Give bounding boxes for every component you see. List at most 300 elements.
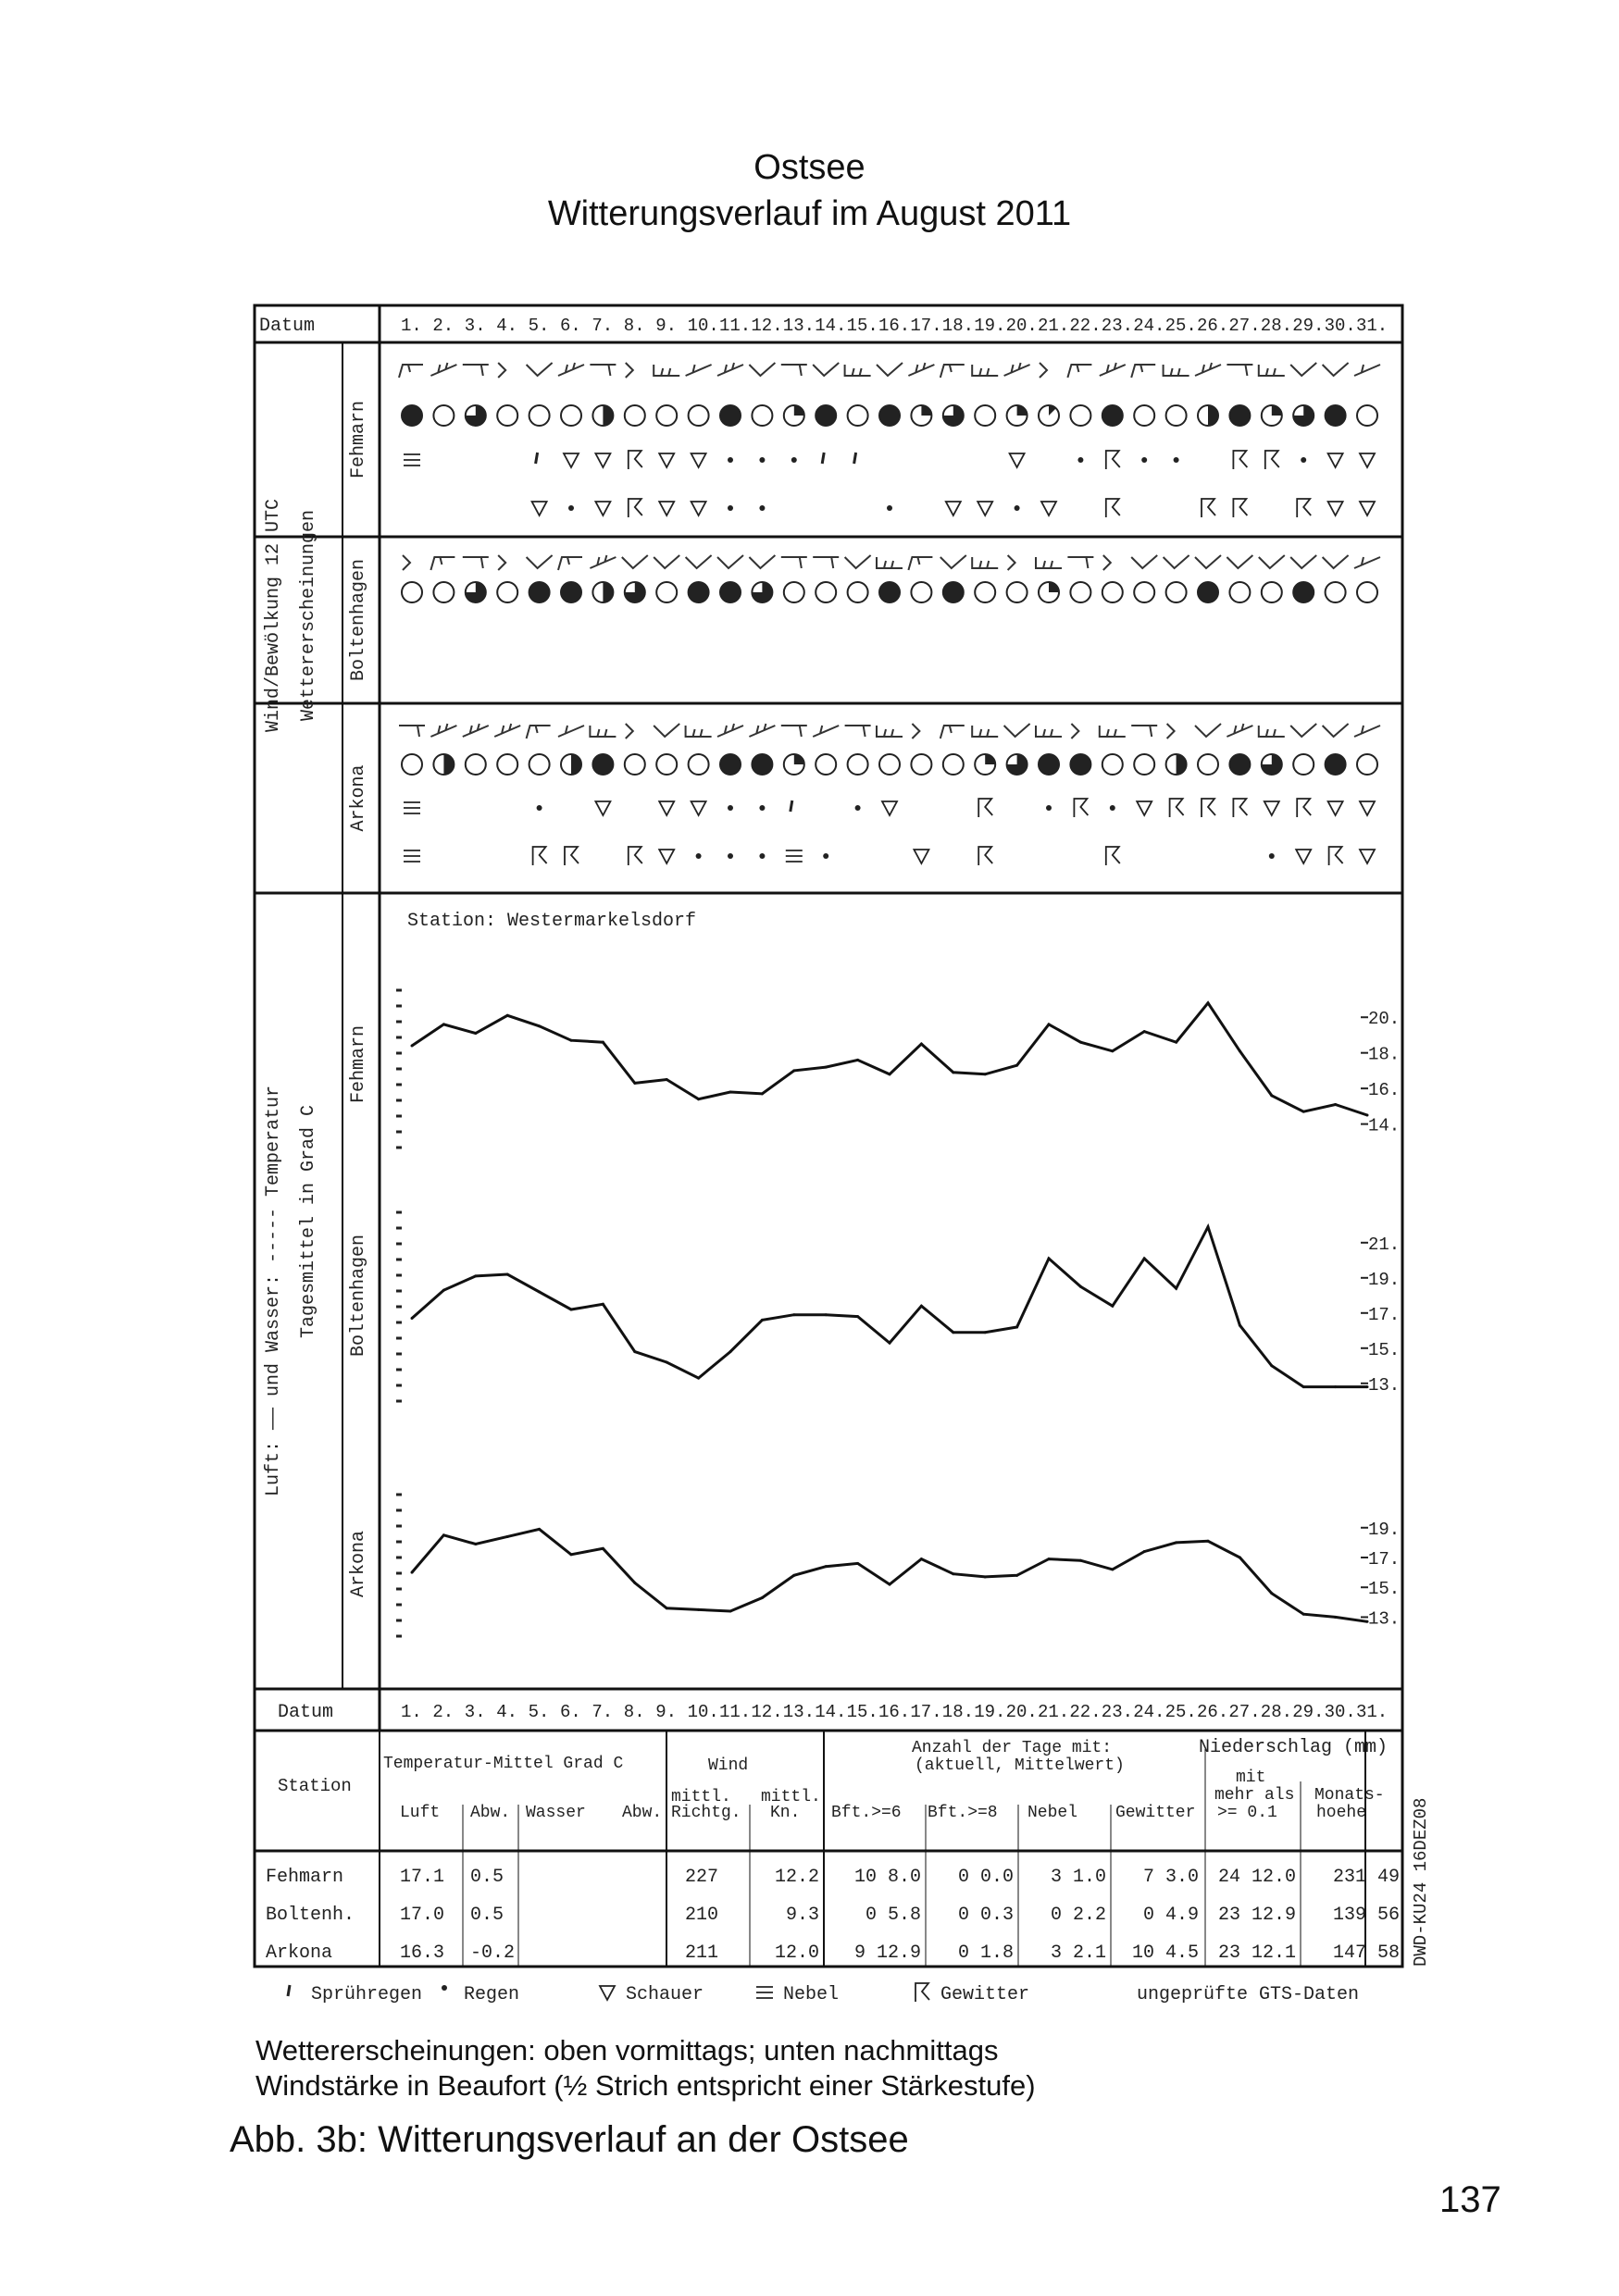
cloud-cover-circle <box>1326 582 1346 602</box>
series-point <box>761 1092 764 1095</box>
wind-barb <box>877 363 903 376</box>
y-tick-label: 19. <box>1368 1519 1401 1540</box>
legend-label-rain: Regen <box>464 1984 520 2005</box>
wind-barb <box>626 724 633 738</box>
cloud-cover-circle <box>1070 405 1090 426</box>
thunder-symbol <box>1202 799 1215 817</box>
wind-barb <box>940 726 965 738</box>
table-cell-bft8: 0 0.0 <box>957 1867 1014 1888</box>
lower-block-label-1: Luft: —— und Wasser: ----- Temperatur <box>263 1085 284 1497</box>
series-point <box>1111 1305 1114 1308</box>
col-wasser: Wasser <box>526 1804 586 1822</box>
day-tick-bottom: 12. <box>751 1702 783 1722</box>
rain-symbol <box>1269 853 1275 859</box>
cloud-cover-circle <box>1102 754 1123 775</box>
wind-barb <box>1259 365 1285 376</box>
day-tick-bottom: 31. <box>1356 1702 1389 1722</box>
cloud-cover-circle <box>1070 582 1090 602</box>
drizzle-symbol <box>854 453 856 464</box>
table-cell-richtung: 227 <box>685 1867 719 1888</box>
thunder-symbol <box>565 847 579 865</box>
wind-barb <box>1259 726 1285 737</box>
cloud-cover-fill <box>752 754 772 775</box>
table-cell-mehr: 23 12.9 <box>1217 1905 1296 1926</box>
table-cell-gewitter: 10 4.5 <box>1131 1942 1199 1964</box>
station-name-label: Station: Westermarkelsdorf <box>407 911 697 932</box>
col-bft8: Bft.>=8 <box>928 1804 998 1822</box>
wind-barb <box>622 555 648 568</box>
table-precip-header: Niederschlag (mm) <box>1199 1737 1389 1758</box>
station-label-lower-fehmarn: Fehmarn <box>348 1024 369 1104</box>
thunder-symbol <box>1265 451 1279 469</box>
series-point <box>538 1291 541 1294</box>
shower-symbol <box>659 850 674 863</box>
series-point <box>1239 1557 1241 1559</box>
thunder-symbol <box>1202 499 1215 517</box>
series-point <box>1111 1568 1114 1570</box>
cloud-cover-fill <box>720 754 741 775</box>
day-tick-top: 28. <box>1260 316 1293 336</box>
wind-barb <box>527 555 553 568</box>
series-point <box>442 1289 445 1292</box>
wind-barb <box>781 726 807 737</box>
day-tick-top: 27. <box>1228 316 1261 336</box>
col-nebel: Nebel <box>1027 1804 1078 1822</box>
cloud-cover-fill <box>1326 754 1346 775</box>
day-tick-bottom: 13. <box>782 1702 816 1722</box>
day-tick-top: 30. <box>1324 316 1356 336</box>
wind-barb <box>717 555 743 568</box>
day-tick-bottom: 9. <box>655 1702 678 1722</box>
day-tick-top: 4. <box>496 316 518 336</box>
series-point <box>666 1078 668 1081</box>
series-point <box>1334 1385 1337 1388</box>
cloud-cover-circle <box>1134 405 1154 426</box>
day-tick-bottom: 15. <box>846 1702 878 1722</box>
cloud-cover-fill <box>794 405 804 416</box>
series-point <box>889 1583 891 1586</box>
shower-symbol <box>595 453 610 467</box>
series-point <box>761 1596 764 1599</box>
col-kn-2: Kn. <box>770 1804 801 1822</box>
day-tick-bottom: 17. <box>910 1702 942 1722</box>
wind-barb <box>1227 555 1252 568</box>
series-point <box>474 1032 477 1035</box>
wind-barb <box>463 724 489 737</box>
cloud-cover-fill <box>603 582 613 602</box>
thunder-symbol <box>1233 451 1247 469</box>
cloud-cover-circle <box>529 754 550 775</box>
series-point <box>411 1571 414 1574</box>
thunder-symbol <box>1233 499 1247 517</box>
series-point <box>889 1342 891 1345</box>
wind-barb <box>1067 365 1091 378</box>
y-tick-label: 14. <box>1368 1115 1401 1136</box>
thunder-symbol <box>629 847 642 865</box>
cloud-cover-fill <box>1017 405 1027 416</box>
cloud-cover-fill <box>1039 754 1059 775</box>
wind-barb <box>908 363 934 376</box>
legend-label-drizzle: Sprühregen <box>311 1984 423 2005</box>
wind-barb <box>1354 726 1380 737</box>
wind-barb <box>1103 555 1111 570</box>
drizzle-symbol <box>288 1985 290 1996</box>
day-tick-top: 23. <box>1101 316 1134 336</box>
day-tick-top: 29. <box>1292 316 1325 336</box>
cloud-cover-fill <box>879 582 900 602</box>
day-tick-top: 8. <box>623 316 645 336</box>
page-subtitle: Witterungsverlauf im August 2011 <box>547 194 1072 233</box>
rain-symbol <box>442 1985 447 1991</box>
day-tick-bottom: 21. <box>1038 1702 1070 1722</box>
shower-symbol <box>882 801 897 815</box>
day-tick-bottom: 25. <box>1164 1702 1197 1722</box>
cloud-cover-fill <box>529 582 550 602</box>
table-cell-nebel: 0 2.2 <box>1050 1905 1106 1926</box>
series-point <box>697 1377 700 1380</box>
table-cell-monat: 231 49 <box>1332 1867 1400 1888</box>
series-point <box>1015 1574 1018 1577</box>
series-point <box>984 1073 987 1075</box>
table-cell-bft6: 0 5.8 <box>865 1905 921 1926</box>
series-point <box>920 1558 923 1560</box>
series-point <box>1302 1385 1305 1388</box>
cloud-cover-fill <box>1049 582 1059 592</box>
rain-symbol <box>759 805 765 811</box>
wind-barb <box>813 363 839 376</box>
y-tick-label: 21. <box>1368 1234 1401 1255</box>
series-point <box>952 1071 954 1074</box>
table-cell-kn: 12.2 <box>774 1867 819 1888</box>
wind-barb <box>403 555 410 570</box>
shower-symbol <box>659 801 674 815</box>
shower-symbol <box>691 801 706 815</box>
station-label-upper-arkona: Arkona <box>348 764 369 832</box>
table-cell-monat: 139 56 <box>1332 1905 1400 1926</box>
shower-symbol <box>532 502 547 515</box>
table-cell-luft: 17.0 <box>400 1905 445 1926</box>
cloud-cover-circle <box>911 754 931 775</box>
note-weather: Wettererscheinungen: oben vormittags; unten nachmittags <box>255 2034 999 2066</box>
series-point <box>825 1565 828 1568</box>
series-point <box>1048 1023 1051 1025</box>
series-point <box>1079 1285 1082 1288</box>
cloud-cover-circle <box>1166 405 1187 426</box>
wind-barb <box>1323 555 1349 568</box>
shower-symbol <box>1360 453 1375 467</box>
series-point <box>1207 1225 1210 1228</box>
wind-barb <box>626 363 633 378</box>
wind-barb <box>1067 557 1093 568</box>
wind-barb <box>940 365 965 378</box>
cloud-cover-fill <box>985 754 995 764</box>
cloud-cover-circle <box>466 754 486 775</box>
series-line-arkona <box>412 1529 1367 1621</box>
series-point <box>792 1574 795 1577</box>
day-tick-top: 17. <box>910 316 942 336</box>
series-point <box>506 1014 509 1017</box>
shower-symbol <box>1010 453 1025 467</box>
wind-barb <box>1290 724 1316 737</box>
day-tick-top: 9. <box>655 316 678 336</box>
temperature-lines <box>396 990 1400 1636</box>
wind-barb <box>498 363 505 378</box>
col-abw2: Abw. <box>622 1804 663 1822</box>
cloud-cover-circle <box>656 582 677 602</box>
wind-barb <box>1036 726 1062 737</box>
cloud-cover-circle <box>1166 582 1187 602</box>
wind-barb <box>590 365 616 376</box>
wind-barb <box>558 557 582 570</box>
day-tick-bottom: 7. <box>592 1702 614 1722</box>
table-cell-bft8: 0 0.3 <box>957 1905 1014 1926</box>
cloud-cover-fill <box>1229 754 1250 775</box>
col-richtung-2: Richtg. <box>671 1804 741 1822</box>
day-tick-bottom: 22. <box>1069 1702 1102 1722</box>
table-cell-richtung: 211 <box>685 1942 719 1964</box>
cloud-cover-fill <box>1198 582 1218 602</box>
cloud-cover-fill <box>720 582 741 602</box>
wind-barb <box>430 724 456 737</box>
day-tick-top: 21. <box>1038 316 1070 336</box>
wind-barb <box>498 555 505 570</box>
stamp-text: DWD-KU24 16DEZ08 <box>1411 1797 1431 1967</box>
wind-barb <box>1195 555 1221 568</box>
table-cell-luft: 16.3 <box>400 1942 445 1964</box>
wind-barb <box>781 365 807 376</box>
cloud-cover-circle <box>1357 754 1377 775</box>
col-bft6: Bft.>=6 <box>831 1804 902 1822</box>
cloud-cover-fill <box>571 754 581 775</box>
rain-symbol <box>1141 457 1147 463</box>
legend-label-thunder: Gewitter <box>940 1984 1030 2005</box>
cloud-cover-circle <box>402 754 422 775</box>
wind-barb <box>686 726 712 737</box>
series-point <box>411 1045 414 1048</box>
series-point <box>602 1547 604 1550</box>
cloud-cover-circle <box>561 405 581 426</box>
shower-symbol <box>1264 801 1279 815</box>
day-tick-bottom: 23. <box>1101 1702 1134 1722</box>
cloud-cover-fill <box>921 405 931 416</box>
table-cell-abw: 0.5 <box>470 1905 504 1926</box>
series-point <box>729 1350 732 1353</box>
series-point <box>697 1608 700 1611</box>
wind-barb <box>686 555 712 568</box>
series-point <box>984 1331 987 1334</box>
wind-barb <box>558 726 584 737</box>
note-wind: Windstärke in Beaufort (½ Strich entspricht einer Stärkestufe) <box>255 2069 1036 2102</box>
series-point <box>570 1553 573 1556</box>
cloud-cover-fill <box>603 405 613 426</box>
day-tick-top: 13. <box>782 316 816 336</box>
table-days-header: Anzahl der Tage mit: <box>912 1739 1113 1757</box>
wind-barb <box>1004 724 1030 737</box>
drizzle-symbol <box>536 453 538 464</box>
cloud-cover-circle <box>975 582 995 602</box>
day-tick-bottom: 19. <box>974 1702 1006 1722</box>
series-point <box>1015 1064 1018 1067</box>
rain-symbol <box>887 505 892 511</box>
legend-label-fog: Nebel <box>783 1984 840 2005</box>
rain-symbol <box>759 505 765 511</box>
series-point <box>952 1572 954 1575</box>
y-tick-label: 18. <box>1368 1044 1401 1065</box>
y-tick-label: 17. <box>1368 1549 1401 1570</box>
wind-barb <box>1071 724 1078 738</box>
series-point <box>1111 1049 1114 1052</box>
wind-barb <box>1167 724 1175 738</box>
wind-barb <box>1323 363 1349 376</box>
cloud-cover-fill <box>592 754 613 775</box>
cloud-cover-circle <box>497 405 517 426</box>
rain-symbol <box>728 505 733 511</box>
wind-barb <box>1100 726 1126 737</box>
thunder-symbol <box>1297 499 1311 517</box>
legend <box>311 1984 1359 2005</box>
upper-block-label-1: Wind/Bewölkung 12 UTC <box>263 498 284 733</box>
cloud-cover-fill <box>1326 405 1346 426</box>
table-cell-kn: 9.3 <box>785 1905 819 1926</box>
col-monat-2: hoehe <box>1316 1804 1367 1822</box>
day-tick-top: 12. <box>751 316 783 336</box>
cloud-cover-circle <box>402 582 422 602</box>
cloud-cover-fill <box>794 754 804 764</box>
day-tick-bottom: 18. <box>941 1702 975 1722</box>
day-tick-top: 24. <box>1133 316 1165 336</box>
day-tick-top: 14. <box>815 316 847 336</box>
wind-barb <box>1131 726 1157 737</box>
series-point <box>1334 1103 1337 1106</box>
wind-barb <box>1290 363 1316 376</box>
wind-barb <box>940 555 966 568</box>
col-richtung-1: mittl. <box>671 1788 731 1806</box>
thunder-symbol <box>978 799 992 817</box>
cloud-cover-fill <box>443 754 454 775</box>
wind-barb <box>590 726 616 737</box>
series-point <box>1334 1616 1337 1619</box>
wind-barb <box>972 365 998 376</box>
wind-barb <box>654 365 679 376</box>
cloud-cover-fill <box>1272 405 1282 416</box>
thunder-symbol <box>1106 499 1120 517</box>
series-point <box>538 1024 541 1027</box>
series-line-fehmarn <box>412 1003 1367 1115</box>
shower-symbol <box>564 453 579 467</box>
series-line-boltenhagen <box>412 1227 1367 1387</box>
day-tick-bottom: 11. <box>719 1702 752 1722</box>
series-point <box>1175 1041 1177 1044</box>
series-point <box>506 1273 509 1276</box>
thunder-symbol <box>1329 847 1343 865</box>
day-tick-top: 25. <box>1164 316 1197 336</box>
figure-caption: Abb. 3b: Witterungsverlauf an der Ostsee <box>230 2119 909 2160</box>
cloud-cover-fill <box>943 582 964 602</box>
wind-barb <box>1004 363 1030 376</box>
wind-barb <box>1323 724 1349 737</box>
shower-symbol <box>914 850 928 863</box>
series-point <box>984 1575 987 1578</box>
rain-symbol <box>1015 505 1020 511</box>
cloud-cover-circle <box>848 405 868 426</box>
day-tick-top: 10. <box>687 316 719 336</box>
day-tick-bottom: 4. <box>496 1702 518 1722</box>
series-point <box>1143 1550 1146 1553</box>
series-point <box>633 1350 636 1353</box>
table-cell-gewitter: 7 3.0 <box>1142 1867 1199 1888</box>
series-point <box>889 1073 891 1075</box>
cloud-cover-circle <box>497 582 517 602</box>
page-number: 137 <box>1439 2179 1501 2220</box>
day-tick-top: 7. <box>592 316 614 336</box>
cloud-cover-circle <box>848 754 868 775</box>
cloud-cover-circle <box>1102 582 1123 602</box>
table-cell-station: Boltenh. <box>266 1905 355 1926</box>
wind-barb <box>845 726 871 737</box>
legend-label-shower: Schauer <box>626 1984 704 2005</box>
table-cell-mehr: 23 12.1 <box>1217 1942 1296 1964</box>
upper-block-label-2: Wettererscheinungen <box>298 509 319 722</box>
wind-barb <box>1227 724 1252 737</box>
cloud-cover-circle <box>656 754 677 775</box>
day-tick-bottom: 24. <box>1133 1702 1165 1722</box>
series-point <box>952 1331 954 1334</box>
shower-symbol <box>1360 801 1375 815</box>
lower-block-label-2: Tagesmittel in Grad C <box>298 1104 319 1339</box>
rain-symbol <box>759 853 765 859</box>
shower-symbol <box>1360 502 1375 515</box>
cloud-cover-fill <box>879 405 900 426</box>
series-point <box>570 1039 573 1042</box>
series-point <box>1079 1559 1082 1562</box>
col-mehr-3: >= 0.1 <box>1217 1804 1277 1822</box>
wind-barb <box>749 363 775 376</box>
rain-symbol <box>728 457 733 463</box>
series-point <box>856 1562 859 1565</box>
rain-symbol <box>1077 457 1083 463</box>
table-cell-station: Arkona <box>266 1942 333 1964</box>
wind-barb <box>430 557 455 570</box>
series-point <box>1143 1030 1146 1033</box>
series-point <box>570 1309 573 1311</box>
wind-barb <box>399 726 425 737</box>
col-abw: Abw. <box>470 1804 511 1822</box>
series-point <box>1143 1257 1146 1260</box>
cloud-cover-fill <box>720 405 741 426</box>
wind-barb <box>654 724 679 737</box>
wind-barb <box>527 726 551 738</box>
wind-barb <box>912 724 919 738</box>
legend-note: ungeprüfte GTS-Daten <box>1137 1984 1360 2005</box>
cloud-cover-fill <box>689 582 709 602</box>
cloud-cover-circle <box>1134 754 1154 775</box>
series-point <box>1175 1541 1177 1544</box>
rain-symbol <box>791 457 797 463</box>
wind-barb <box>1195 724 1221 737</box>
series-point <box>1270 1592 1273 1595</box>
wind-barb <box>717 724 743 737</box>
shower-symbol <box>1137 801 1152 815</box>
cloud-cover-circle <box>529 405 550 426</box>
cloud-cover-circle <box>689 754 709 775</box>
shower-symbol <box>978 502 992 515</box>
series-point <box>442 1023 445 1025</box>
thunder-symbol <box>1233 799 1247 817</box>
cloud-cover-circle <box>1198 754 1218 775</box>
shower-symbol <box>595 801 610 815</box>
cloud-cover-fill <box>1229 405 1250 426</box>
shower-symbol <box>600 1986 615 2000</box>
